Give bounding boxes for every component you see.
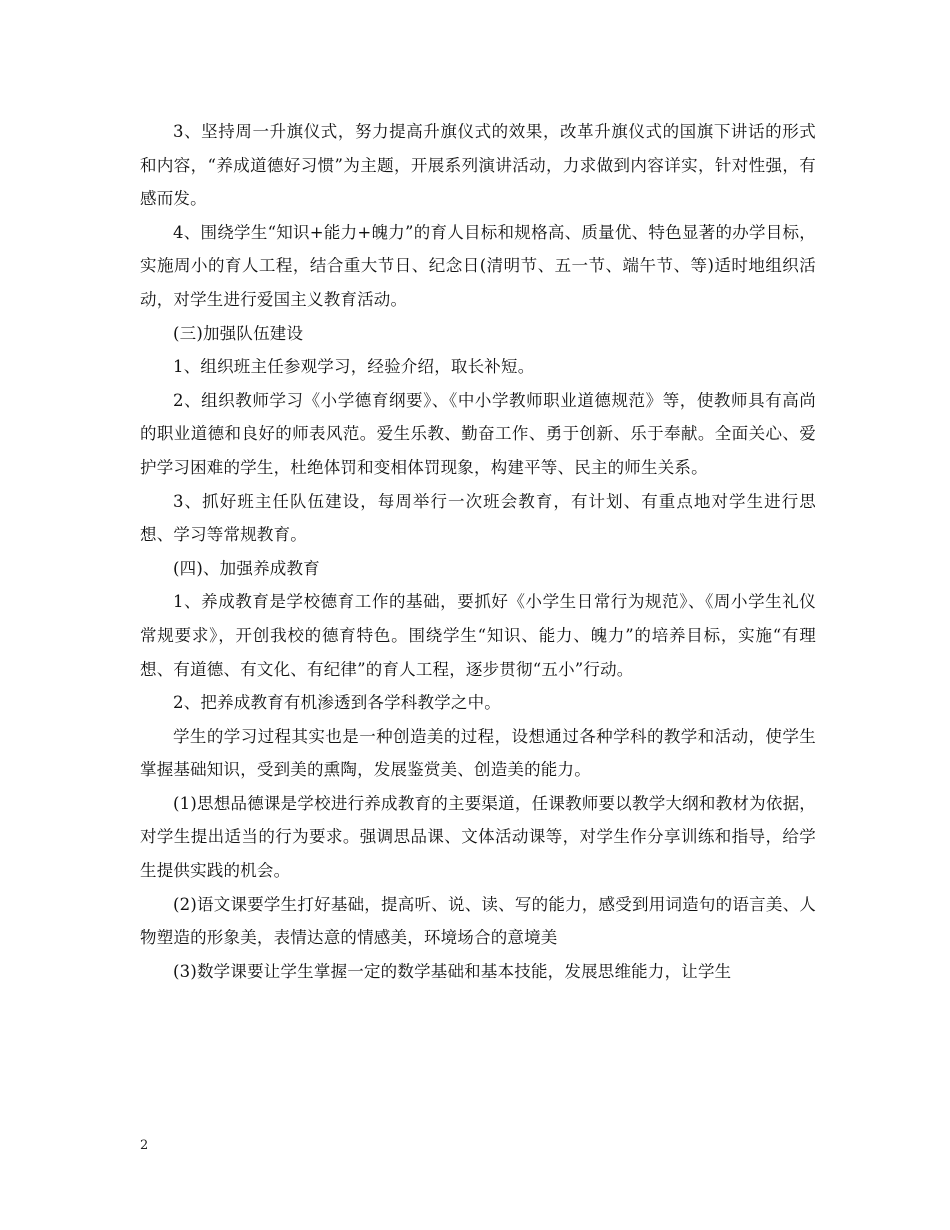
paragraph-habit-foundation: 1、养成教育是学校德育工作的基础，要抓好《小学生日常行为规范》、《周小学生礼仪常规要求》，开创我校的德育特色。围绕学生“知识、能力、魄力”的培养目标，实施“有理想、有道德、有文化、有纪律”的育人工程，逐步贯彻“五小”行动。 <box>140 592 816 679</box>
paragraph-teacher-visit: 1、组织班主任参观学习，经验介绍，取长补短。 <box>173 357 535 377</box>
paragraph-teacher-ethics: 2、组织教师学习《小学德育纲要》、《中小学教师职业道德规范》等，使教师具有高尚的职业道德和良好的师表风范。爱生乐教、勤奋工作、勇于创新、乐于奉献。全面关心、爱护学习困难的学生，杜绝体罚和变相体罚现象，构建平等、民主的师生关系。 <box>140 390 816 477</box>
section-heading-habit-education: (四)、加强养成教育 <box>173 558 320 578</box>
paragraph-flag-ceremony: 3、坚持周一升旗仪式，努力提高升旗仪式的效果，改革升旗仪式的国旗下讲话的形式和内容，“养成道德好习惯”为主题，开展系列演讲活动，力求做到内容详实，针对性强，有感而发。 <box>140 122 816 209</box>
paragraph-moral-class: (1)思想品德课是学校进行养成教育的主要渠道，任课教师要以教学大纲和教材为依据，对学生提出适当的行为要求。强调思品课、文体活动课等，对学生作分享训练和指导，给学生提供实践的机会。 <box>140 793 816 881</box>
paragraph-class-meetings: 3、抓好班主任队伍建设，每周举行一次班会教育，有计划、有重点地对学生进行思想、学习等常规教育。 <box>140 491 816 545</box>
document-body <box>140 115 816 988</box>
section-heading-team-building: (三)加强队伍建设 <box>173 323 304 343</box>
page-number: 2 <box>140 1138 149 1153</box>
paragraph-education-goals: 4、围绕学生“知识+能力+魄力”的育人目标和规格高、质量优、特色显著的办学目标，实施周小的育人工程，结合重大节日、纪念日(清明节、五一节、端午节、等)适时地组织活动，对学生进行爱国主义教育活动。 <box>140 222 816 309</box>
paragraph-subject-integration: 2、把养成教育有机渗透到各学科教学之中。 <box>173 693 501 713</box>
paragraph-math-class: (3)数学课要让学生掌握一定的数学基础和基本技能，发展思维能力，让学生 <box>173 961 732 981</box>
paragraph-learning-beauty: 学生的学习过程其实也是一种创造美的过程，设想通过各种学科的教学和活动，使学生掌握基础知识，受到美的熏陶，发展鉴赏美、创造美的能力。 <box>140 726 816 780</box>
paragraph-chinese-class: (2)语文课要学生打好基础，提高听、说、读、写的能力，感受到用词造句的语言美、人物塑造的形象美，表情达意的情感美，环境场合的意境美 <box>140 894 816 948</box>
